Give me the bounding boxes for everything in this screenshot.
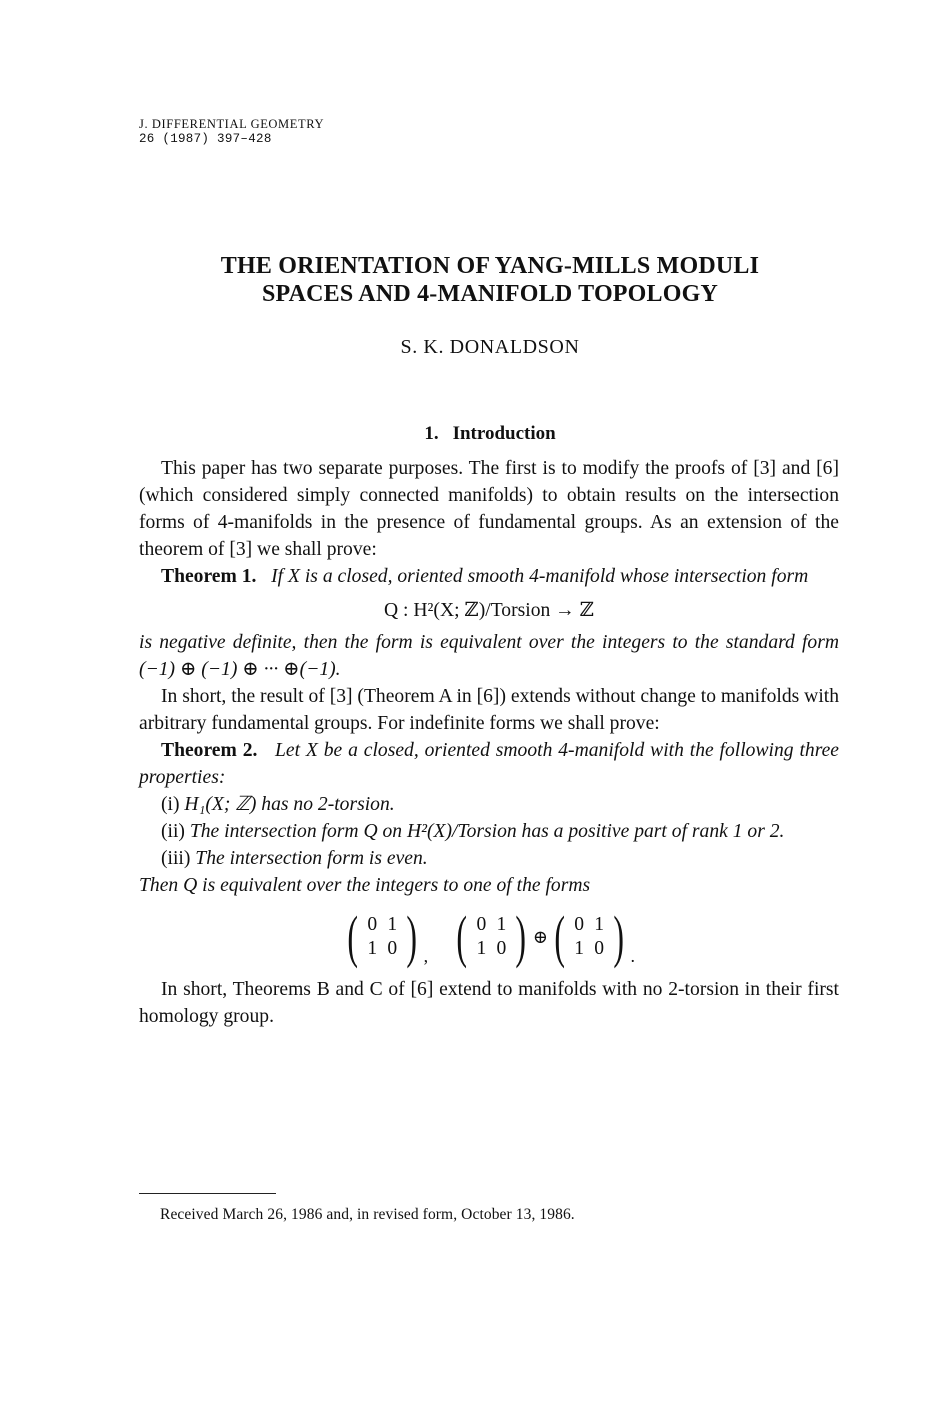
item-text: H₁(X; ℤ) has no 2-torsion.	[184, 794, 395, 815]
matrix-forms-display	[139, 904, 839, 970]
theorem-2-statement: Let X be a closed, oriented smooth 4-manifold with the following three properties:	[139, 740, 839, 788]
theorem-2-label: Theorem 2.	[161, 740, 258, 761]
matrix-entry: 0	[496, 938, 507, 959]
matrix-1	[343, 904, 422, 969]
matrix-entry: 0	[387, 938, 398, 959]
item-text: The intersection form Q on H²(X)/Torsion has a positive part of rank 1 or 2.	[189, 821, 785, 842]
right-paren: )	[613, 904, 625, 969]
journal-header	[139, 117, 324, 147]
theorem-1	[139, 563, 839, 590]
intro-paragraph: This paper has two separate purposes. The first is to modify the proofs of [3] and [6] (which considered simply connected manifolds) to obtain results on the intersection forms of 4-manifolds in the presence of fundamental groups. As an extension of the theorem of [3] we shall prove:	[139, 458, 839, 560]
right-paren: )	[515, 904, 527, 969]
right-paren: )	[406, 904, 418, 969]
theorem-2-conclusion: Then Q is equivalent over the integers to one of the forms	[139, 875, 591, 896]
matrix-entry: 1	[367, 938, 378, 959]
theorem-2	[139, 737, 839, 791]
matrix-entry: 1	[594, 914, 605, 935]
title-line-2: SPACES AND 4-MANIFOLD TOPOLOGY	[261, 281, 719, 307]
short-paragraph-2: In short, Theorems B and C of [6] extend to manifolds with no 2-torsion in their first homology group.	[139, 979, 839, 1027]
author: S. K. DONALDSON	[400, 336, 580, 358]
theorem-2-item-iii	[139, 845, 839, 872]
matrix-entry: 1	[574, 938, 585, 959]
matrix-entry: 0	[476, 914, 487, 935]
item-number: (i)	[161, 794, 180, 815]
theorem-1-display-formula: Q : H²(X; ℤ)/Torsion → ℤ	[384, 600, 594, 621]
matrix-entry: 0	[574, 914, 585, 935]
item-number: (iii)	[161, 848, 191, 869]
footnote-rule	[139, 1193, 276, 1194]
section-heading	[139, 423, 841, 445]
left-paren: (	[347, 904, 358, 969]
period: .	[630, 946, 636, 966]
comma: ,	[423, 946, 429, 966]
theorem-1-label: Theorem 1.	[161, 566, 257, 587]
matrix-entry: 1	[476, 938, 487, 959]
journal-volume: 26 (1987) 397–428	[139, 132, 272, 146]
body-text	[139, 455, 839, 1030]
matrix-entry: 0	[367, 914, 378, 935]
journal-name: J. DIFFERENTIAL GEOMETRY	[139, 117, 325, 131]
matrix-entry: 0	[594, 938, 605, 959]
matrix-entry: 1	[387, 914, 398, 935]
item-number: (ii)	[161, 821, 185, 842]
section-title: Introduction	[452, 423, 556, 444]
left-paren: (	[554, 904, 565, 969]
direct-sum-symbol: ⊕	[532, 926, 548, 947]
theorem-1-statement: If X is a closed, oriented smooth 4-manifold whose intersection form	[271, 566, 809, 587]
paper-title	[139, 252, 841, 308]
theorem-2-item-i	[139, 791, 839, 818]
theorem-1-continuation: is negative definite, then the form is equivalent over the integers to the standard form (−1) ⊕ (−1) ⊕ ··· ⊕(−1).	[139, 632, 839, 680]
footnote: Received March 26, 1986 and, in revised form, October 13, 1986.	[160, 1206, 575, 1223]
section-number: 1.	[424, 423, 439, 444]
matrix-2	[452, 904, 531, 969]
matrix-entry: 1	[496, 914, 507, 935]
theorem-2-item-ii	[139, 818, 839, 845]
left-paren: (	[456, 904, 468, 969]
matrix-3	[550, 904, 629, 969]
short-paragraph-1: In short, the result of [3] (Theorem A in [6]) extends without change to manifolds with arbitrary fundamental groups. For indefinite forms we shall prove:	[139, 686, 840, 734]
title-line-1: THE ORIENTATION OF YANG-MILLS MODULI	[220, 253, 760, 279]
item-text: The intersection form is even.	[195, 848, 428, 869]
